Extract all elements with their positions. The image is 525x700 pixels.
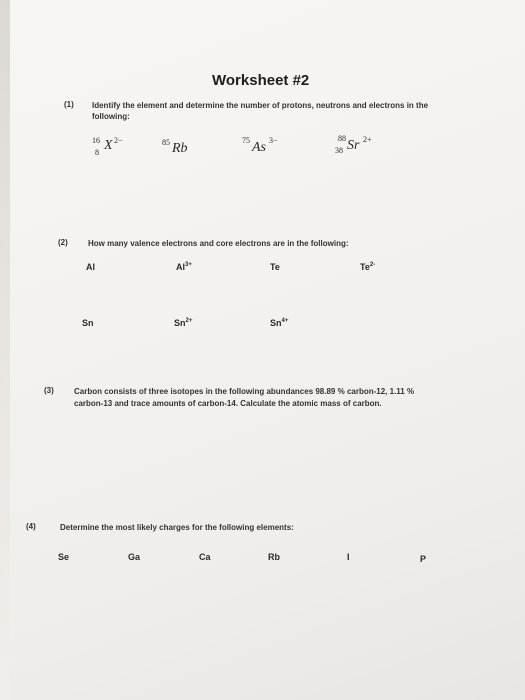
isotope-x-atomic: 8 [95,148,99,157]
isotope-as-symbol: As [252,140,266,155]
q4-number: (4) [26,522,36,531]
q2-element-sn2: $Sn^{2+}$ [174,318,193,328]
q2-element-sn: Sn [82,318,94,328]
isotope-rb [162,138,202,162]
q2-element-al3: $Al^{3+}$ [176,262,192,272]
q2-element-sn4: $Sn^{4+}$ [270,318,289,328]
worksheet-title: Worksheet #2 [212,72,310,89]
isotope-sr-symbol: Sr [347,138,360,153]
isotope-as-mass: 75 [242,136,250,145]
isotope-x [92,136,137,164]
isotope-as-charge: 3− [269,136,278,145]
q2-element-al: Al [86,262,95,272]
q4-text: Determine the most likely charges for the following elements: [60,523,294,532]
q3-text-line2: carbon-13 and trace amounts of carbon-14. Calculate the atomic mass of carbon. [74,399,382,408]
isotope-x-charge: 2− [114,136,123,145]
q4-element-ga: Ga [128,552,141,562]
q2-number: (2) [58,238,68,247]
isotope-x-mass: 16 [92,136,100,145]
q2-text: How many valence electrons and core electrons are in the following: [88,239,349,248]
isotope-sr [335,134,388,162]
q3-text-line1: Carbon consists of three isotopes in the following abundances 98.89 % carbon-12, 1.11 % [74,387,415,396]
q1-number: (1) [64,100,74,109]
isotope-rb-symbol: Rb [172,141,188,156]
isotope-x-symbol: X [104,138,113,153]
isotope-sr-mass: 88 [338,134,346,143]
q1-text-line1: Identify the element and determine the number of protons, neutrons and electrons in the [92,101,429,110]
isotope-sr-atomic: 38 [335,146,343,155]
q4-element-rb: Rb [268,552,280,562]
q4-element-se: Se [58,552,70,562]
q4-element-p: P [420,554,427,564]
isotope-as [242,136,292,160]
q2-element-te2: $Te^{2-}$ [360,262,376,272]
q1-text-line2: following: [92,112,130,121]
isotope-sr-charge: 2+ [363,135,372,144]
q2-element-te: Te [270,262,280,272]
isotope-rb-mass: 85 [162,138,170,147]
q4-element-i: I [347,552,350,562]
q4-element-ca: Ca [199,552,211,562]
q3-number: (3) [44,386,54,395]
